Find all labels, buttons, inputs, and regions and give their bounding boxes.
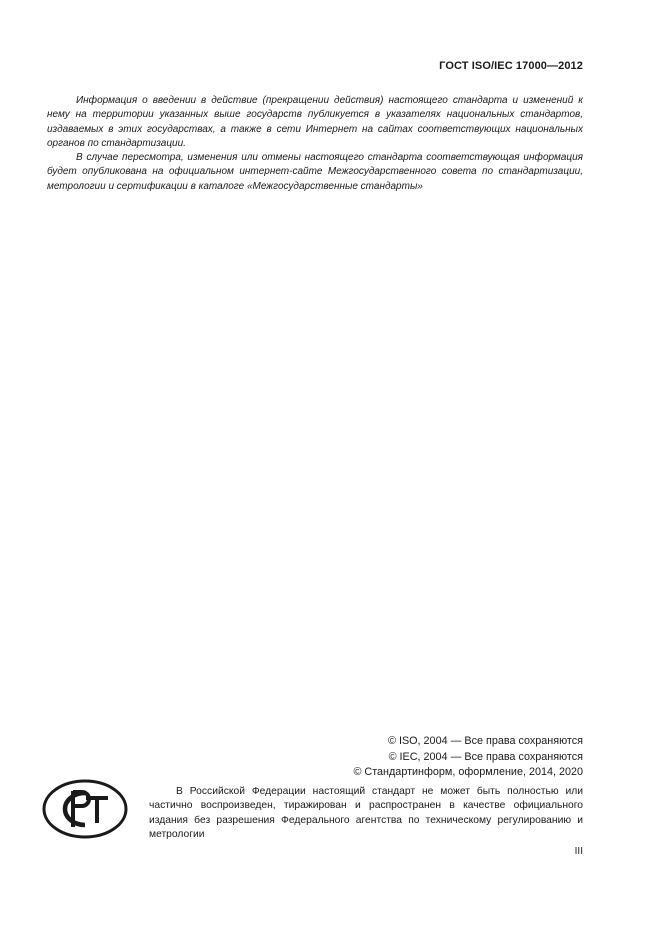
copyright-iec: © IEC, 2004 — Все права сохраняются: [388, 750, 583, 763]
page-number: III: [574, 846, 583, 857]
standard-code-header: ГОСТ ISO/IEC 17000—2012: [439, 60, 583, 72]
copyright-block: [353, 734, 583, 781]
gost-r-logo-icon: [42, 779, 128, 839]
publication-notice: [47, 94, 583, 194]
notice-paragraph-info: Информация о введении в действие (прекращении действия) настоящего стандарта и изменений к нему на территории указанных выше государств публикуется в указателях национальных стандартов, издаваемых в этих государствах, а также в сети Интернет на сайтах соответствующих национальных органов по стандартизации.: [47, 95, 583, 149]
copyright-standartinform: © Стандартинформ, оформление, 2014, 2020: [353, 766, 583, 778]
rf-notice-text: В Российской Федерации настоящий стандарт не может быть полностью или частично воспроизведен, тиражирован и распространен в качестве официального издания без разрешения Федерального агентства по техническому регулированию и метрологии: [149, 786, 583, 840]
copyright-iso: © ISO, 2004 — Все права сохраняются: [388, 735, 583, 747]
notice-paragraph-revision: В случае пересмотра, изменения или отмены настоящего стандарта соответствующая информация будет опубликована на официальном интернет-сайте Межгосударственного совета по стандартизации, метрологии и сертификации в каталоге «Межгосударственные стандарты»: [47, 152, 583, 192]
rf-reproduction-notice: [149, 785, 583, 842]
